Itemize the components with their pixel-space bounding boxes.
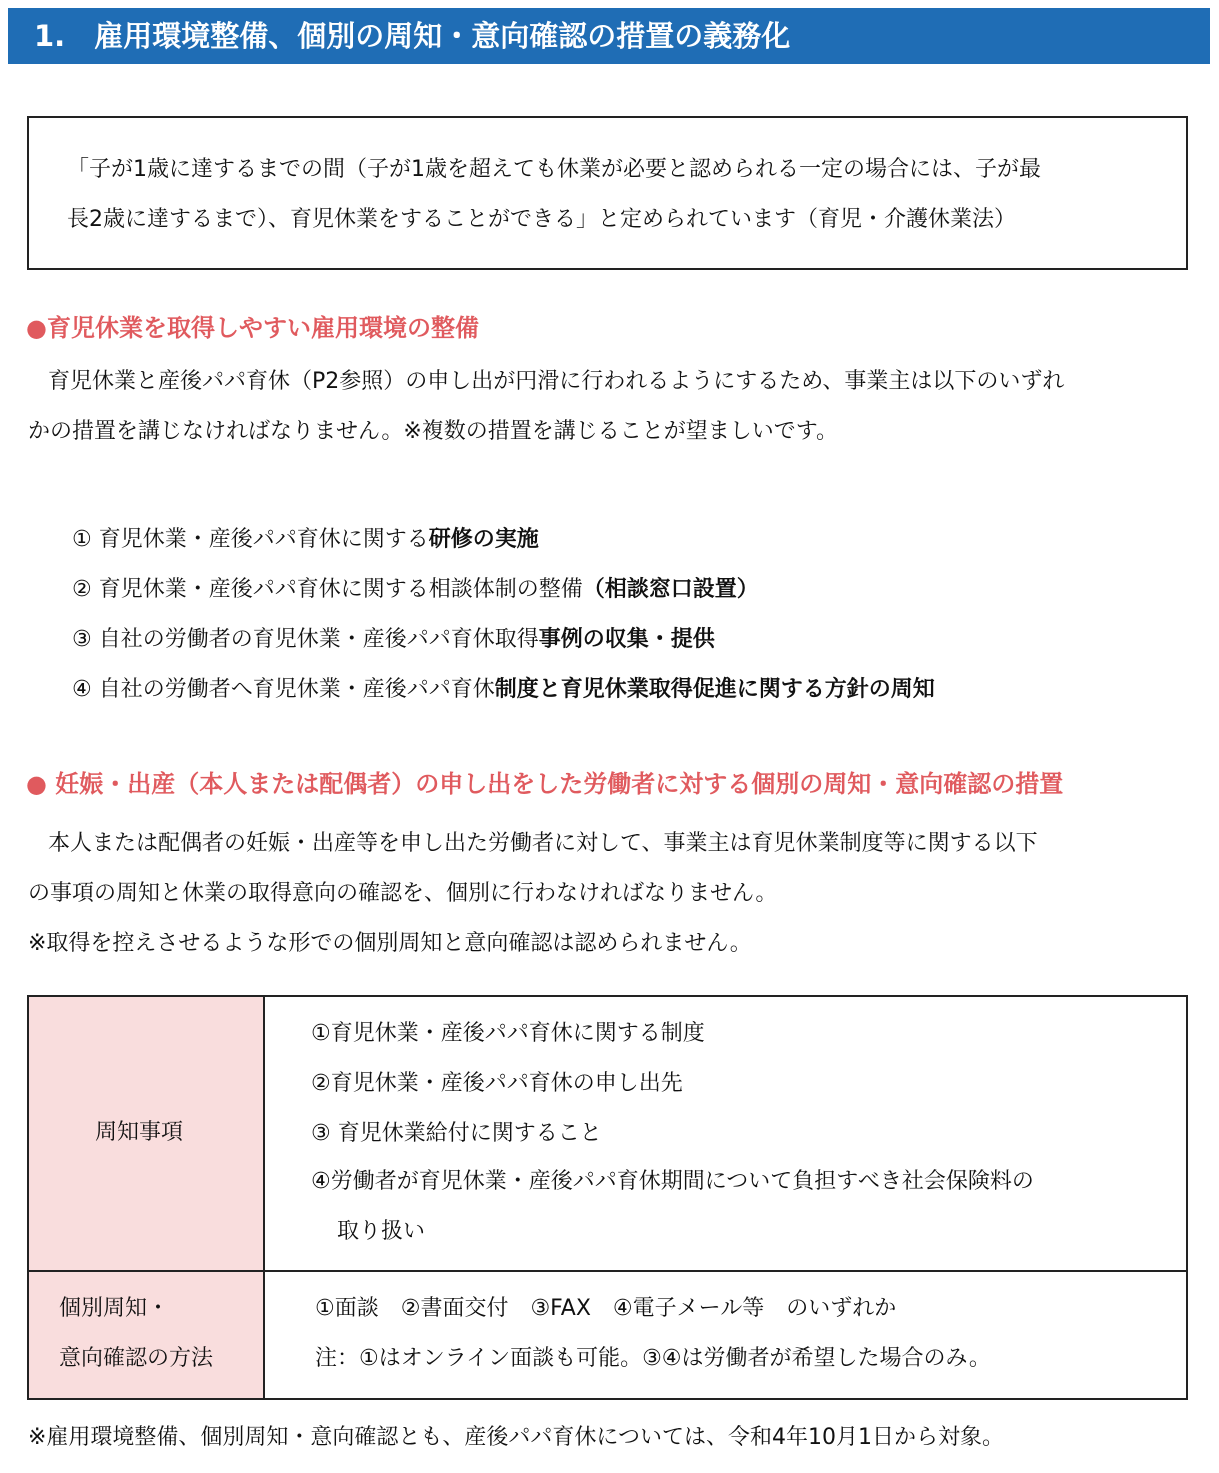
row1-label: 周知事項 [95,1120,184,1145]
footer-note: ※雇用環境整備、個別周知・意向確認とも、産後パパ育休については、令和4年10月1日から対象。 [28,1425,1004,1450]
measure-item-4-text: ④ 自社の労働者へ育児休業・産後パパ育休 [72,677,495,702]
measure-item-2-emphasis: （相談窓口設置） [582,577,759,602]
row2-label-cell [29,1272,265,1398]
measure-item-4-emphasis: 制度と育児休業取得促進に関する方針の周知 [494,677,935,702]
method-line-1: ①面談 ②書面交付 ③FAX ④電子メール等 のいずれか [315,1296,897,1321]
law-quote-box [27,116,1188,270]
measure-item-1-text: ① 育児休業・産後パパ育休に関する [72,527,429,552]
quote-line-1: 「子が1歳に達するまでの間（子が1歳を超えても休業が必要と認められる一定の場合には、子が最 [67,157,1041,182]
notice-item-1: ①育児休業・産後パパ育休に関する制度 [311,1021,705,1046]
measure-item-2-text: ② 育児休業・産後パパ育休に関する相談体制の整備 [72,577,583,602]
row1-label-cell [29,997,265,1270]
section-heading-environment: ●育児休業を取得しやすい雇用環境の整備 [26,314,479,342]
section-heading-individual-notice: ● 妊娠・出産（本人または配偶者）の申し出をした労働者に対する個別の周知・意向確認の措置 [26,770,1064,798]
row2-label-line-2: 意向確認の方法 [59,1346,214,1371]
section2-paragraph-line-2: の事項の周知と休業の取得意向の確認を、個別に行わなければなりません。 [28,881,778,906]
notice-item-2: ②育児休業・産後パパ育休の申し出先 [311,1071,683,1096]
measure-item-1 [72,525,539,555]
quote-line-2: 長2歳に達するまで）、育児休業をすることができる」と定められています（育児・介護休業法） [67,207,1017,232]
measure-item-3-emphasis: 事例の収集・提供 [538,627,715,652]
measure-item-2 [72,575,759,605]
page-title: 1. 雇用環境整備、個別の周知・意向確認の措置の義務化 [34,19,791,53]
measure-item-3-text: ③ 自社の労働者の育児休業・産後パパ育休取得 [72,627,539,652]
row2-label-line-1: 個別周知・ [59,1296,170,1321]
method-line-2: 注：①はオンライン面談も可能。③④は労働者が希望した場合のみ。 [315,1346,991,1371]
section1-paragraph-line-1: 育児休業と産後パパ育休（P2参照）の申し出が円滑に行われるようにするため、事業主は以下のいずれ [48,369,1065,394]
section2-paragraph-line-1: 本人または配偶者の妊娠・出産等を申し出た労働者に対して、事業主は育児休業制度等に関する以下 [48,831,1038,856]
notice-table [27,995,1188,1400]
notice-item-4: ④労働者が育児休業・産後パパ育休期間について負担すべき社会保険料の [311,1169,1034,1194]
section1-paragraph-line-2: かの措置を講じなければなりません。※複数の措置を講じることが望ましいです。 [28,419,838,444]
notice-item-4-continued: 取り扱い [337,1219,426,1244]
title-banner [8,8,1210,64]
section2-paragraph-line-3: ※取得を控えさせるような形での個別周知と意向確認は認められません。 [28,931,752,956]
measure-item-4 [72,675,935,705]
measure-item-1-emphasis: 研修の実施 [428,527,539,552]
notice-item-3: ③ 育児休業給付に関すること [311,1121,602,1146]
measure-item-3 [72,625,715,655]
